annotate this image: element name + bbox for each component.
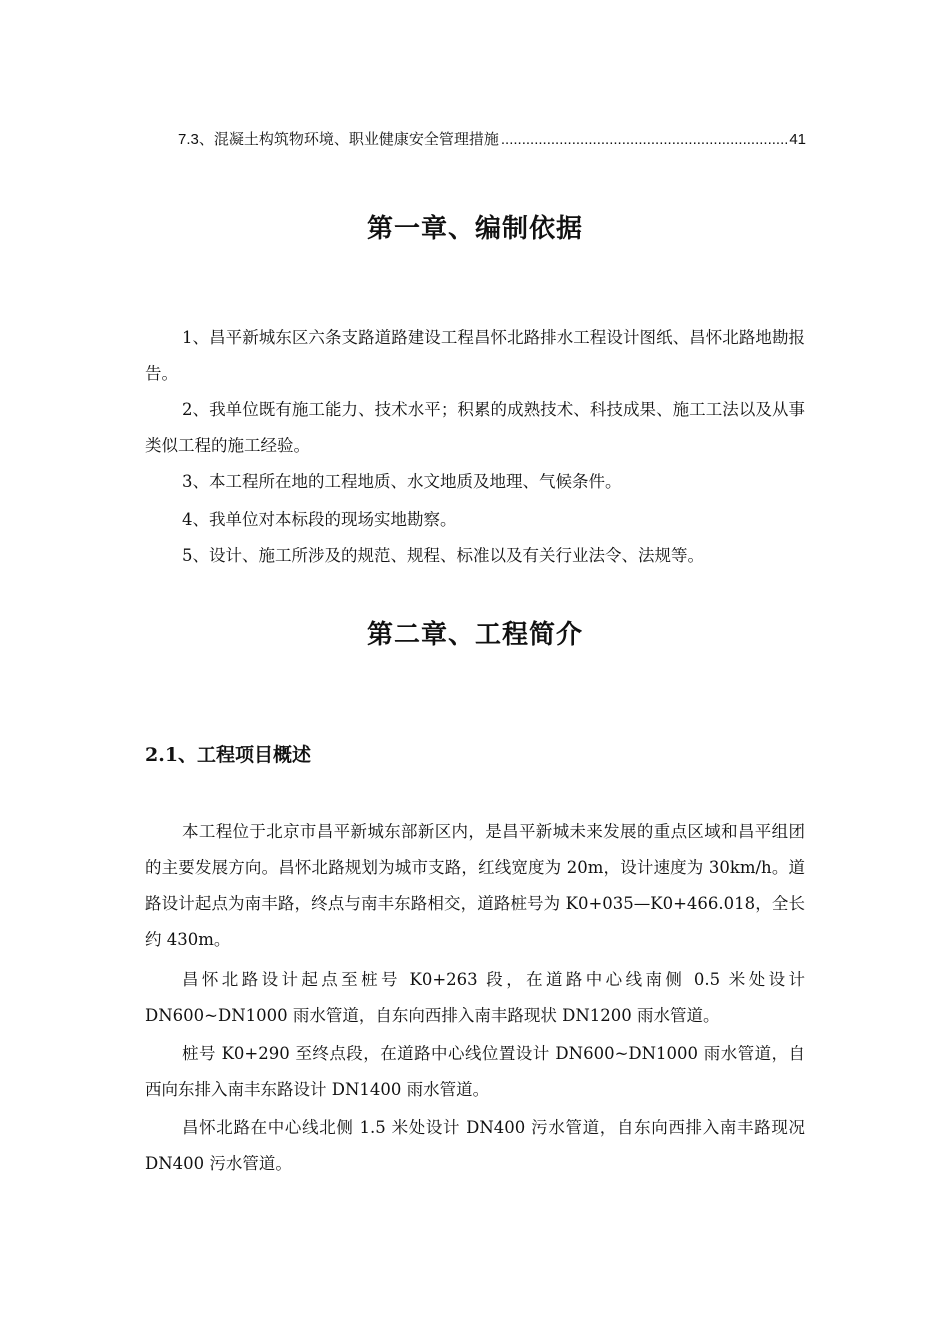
basis-item-1: 1、昌平新城东区六条支路道路建设工程昌怀北路排水工程设计图纸、昌怀北路地勘报告。: [145, 328, 805, 383]
basis-item-3: 3、本工程所在地的工程地质、水文地质及地理、气候条件。: [182, 472, 622, 491]
overview-paragraph-3: 桩号 K0+290 至终点段，在道路中心线位置设计 DN600~DN1000 雨水管道，自西向东排入南丰东路设计 DN1400 雨水管道。: [145, 1044, 805, 1099]
overview-paragraph-1: 本工程位于北京市昌平新城东部新区内，是昌平新城未来发展的重点区域和昌平组团的主要发展方向。昌怀北路规划为城市支路，红线宽度为 20m，设计速度为 30km/h。道路设计起点为南丰路，终点与南丰东路相交，道路桩号为 K0+035—K0+466.018，全长约 430m。: [145, 822, 805, 949]
toc-page-number: 41: [789, 131, 806, 148]
overview-paragraph-2: 昌怀北路设计起点至桩号 K0+263 段，在道路中心线南侧 0.5 米处设计 DN600~DN1000 雨水管道，自东向西排入南丰路现状 DN1200 雨水管道。: [145, 970, 805, 1025]
basis-item-2: 2、我单位既有施工能力、技术水平；积累的成熟技术、科技成果、施工工法以及从事类似工程的施工经验。: [145, 400, 805, 455]
chapter-2-title: 第二章、工程简介: [366, 620, 583, 650]
section-2-1-title: 2.1、工程项目概述: [145, 744, 312, 766]
overview-paragraph-4: 昌怀北路在中心线北侧 1.5 米处设计 DN400 污水管道，自东向西排入南丰路现况 DN400 污水管道。: [145, 1118, 805, 1173]
basis-item-4: 4、我单位对本标段的现场实地勘察。: [182, 510, 457, 529]
chapter-1-title: 第一章、编制依据: [366, 214, 583, 244]
basis-item-5: 5、设计、施工所涉及的规范、规程、标准以及有关行业法令、法规等。: [182, 546, 704, 565]
toc-leader-dots: [501, 131, 787, 148]
toc-entry-text: 7.3、混凝土构筑物环境、职业健康安全管理措施: [178, 131, 499, 148]
toc-entry[interactable]: [178, 128, 806, 149]
